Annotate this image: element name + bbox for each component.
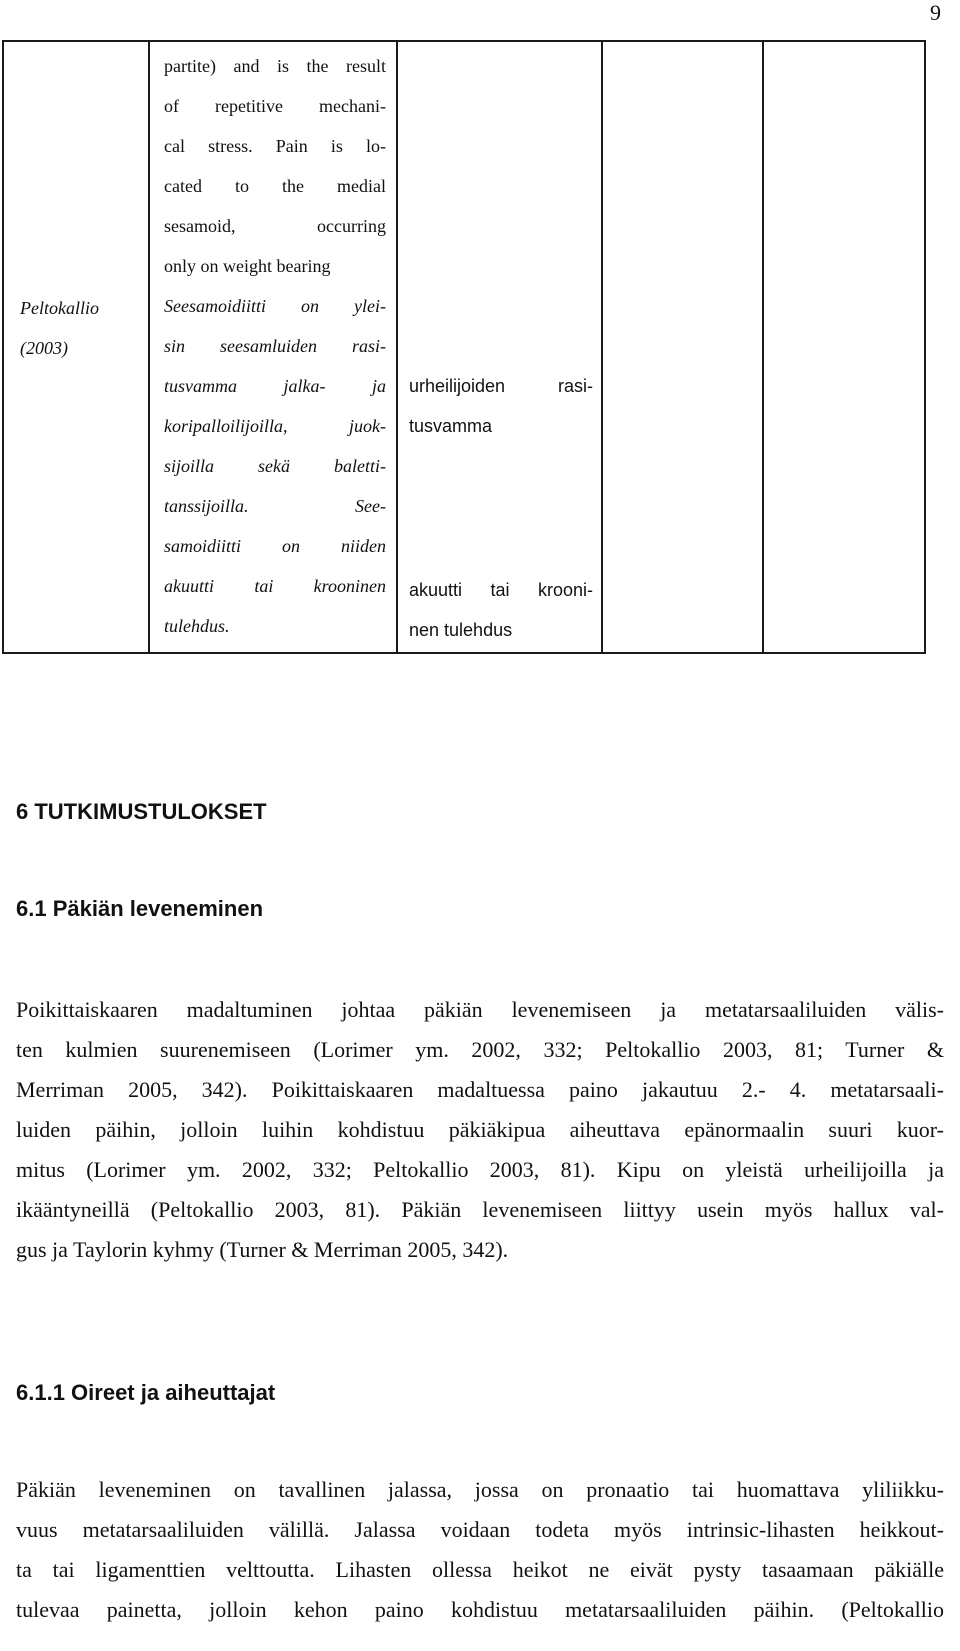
description-line: akuutti tai krooninen (164, 576, 386, 596)
table-column-divider (396, 42, 398, 652)
table-type-cell (409, 366, 593, 446)
paragraph-line: vuus metatarsaaliluiden välillä. Jalassa voidaan todeta myös intrinsic-lihasten heikkout- (16, 1517, 944, 1542)
description-line: of repetitive mechani- (164, 96, 386, 116)
description-line: tanssijoilla. See- (164, 496, 386, 516)
paragraph-line: Merriman 2005, 342). Poikittaiskaaren madaltuessa paino jakautuu 2.- 4. metatarsaali- (16, 1077, 944, 1102)
page-number: 9 (930, 0, 941, 25)
description-line: partite) and is the result (164, 56, 386, 76)
description-line: sesamoid, occurring (164, 216, 386, 236)
type-line: nen tulehdus (409, 620, 513, 640)
description-line: Seesamoidiitti on ylei- (164, 296, 386, 316)
author-line: Peltokallio (20, 298, 99, 318)
table-column-divider (601, 42, 603, 652)
paragraph-line: Poikittaiskaaren madaltuminen johtaa päkiän levenemiseen ja metatarsaaliluiden välis- (16, 997, 944, 1022)
type-line: urheilijoiden rasi- (409, 376, 593, 396)
subsection-heading: 6.1.1 Oireet ja aiheuttajat (16, 1380, 276, 1405)
description-line: cated to the medial (164, 176, 386, 196)
author-line: (2003) (20, 338, 68, 358)
type-line: akuutti tai krooni- (409, 580, 593, 600)
table-description-cell (164, 46, 386, 646)
table-author-cell (20, 288, 99, 368)
chapter-heading: 6 TUTKIMUSTULOKSET (16, 799, 267, 824)
literature-table (2, 40, 926, 654)
table-column-divider (762, 42, 764, 652)
description-line: sin seesamluiden rasi- (164, 336, 386, 356)
paragraph-line: luiden päihin, jolloin luihin kohdistuu päkiäkipua aiheuttava epänormaalin suuri kuor- (16, 1117, 944, 1142)
paragraph-line: Päkiän leveneminen on tavallinen jalassa, jossa on pronaatio tai huomattava yliliikku- (16, 1477, 944, 1502)
paragraph-line: ta tai ligamenttien velttoutta. Lihasten ollessa heikot ne eivät pysty tasaamaan päkiälle (16, 1557, 944, 1582)
paragraph-line: mitus (Lorimer ym. 2002, 332; Peltokallio 2003, 81). Kipu on yleistä urheilijoilla ja (16, 1157, 944, 1182)
description-line: only on weight bearing (164, 256, 331, 276)
paragraph-line: ikääntyneillä (Peltokallio 2003, 81). Päkiän levenemiseen liittyy usein myös hallux val- (16, 1197, 944, 1222)
paragraph-line: ten kulmien suurenemiseen (Lorimer ym. 2002, 332; Peltokallio 2003, 81; Turner & (16, 1037, 944, 1062)
description-line: koripalloilijoilla, juok- (164, 416, 386, 436)
body-paragraph (16, 990, 944, 1270)
table-type-cell (409, 570, 593, 650)
description-line: tusvamma jalka- ja (164, 376, 386, 396)
section-heading: 6.1 Päkiän leveneminen (16, 896, 264, 921)
description-line: samoidiitti on niiden (164, 536, 386, 556)
type-line: tusvamma (409, 416, 493, 436)
body-paragraph (16, 1470, 944, 1630)
paragraph-line: tulevaa painetta, jolloin kehon paino kohdistuu metatarsaaliluiden päihin. (Peltokallio (16, 1597, 944, 1622)
table-column-divider (148, 42, 150, 652)
paragraph-line: gus ja Taylorin kyhmy (Turner & Merriman 2005, 342). (16, 1237, 509, 1262)
description-line: sijoilla sekä baletti- (164, 456, 386, 476)
description-line: cal stress. Pain is lo- (164, 136, 386, 156)
description-line: tulehdus. (164, 616, 230, 636)
